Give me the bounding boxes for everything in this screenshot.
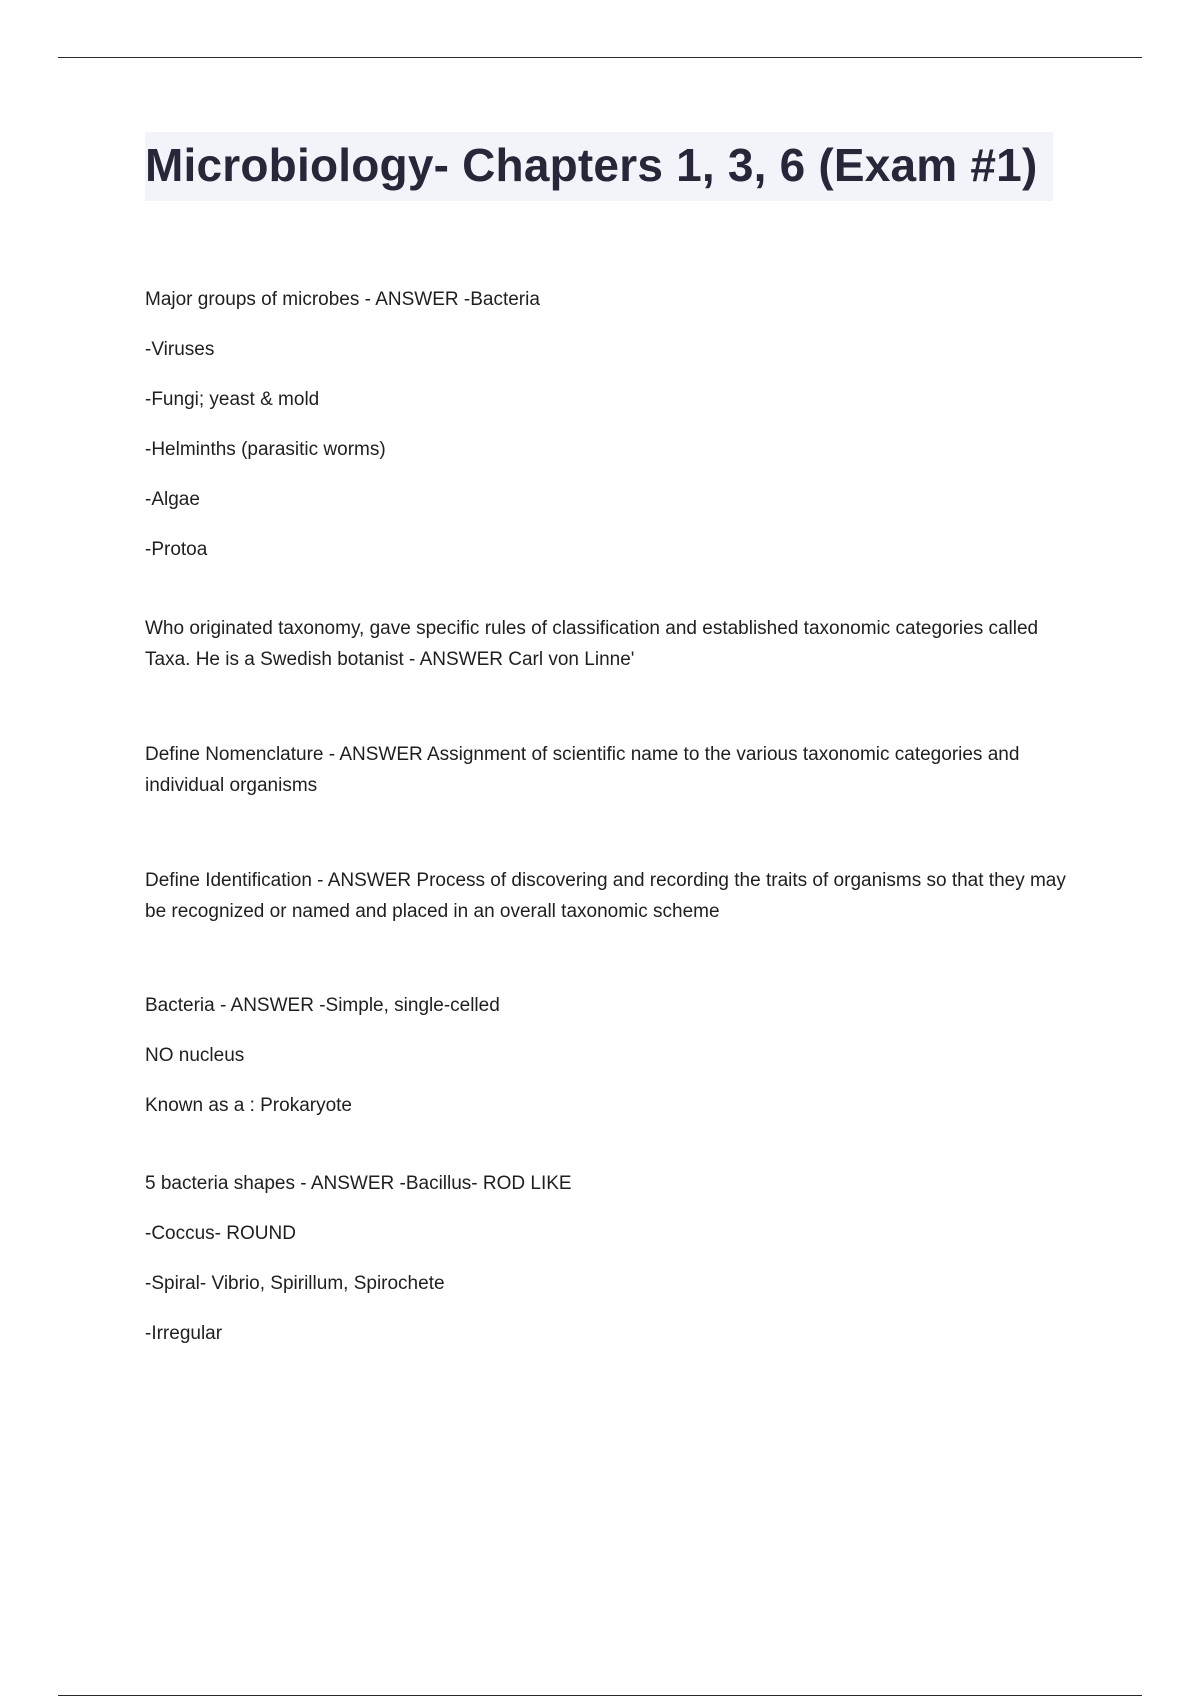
card-line: Known as a : Prokaryote — [145, 1095, 352, 1117]
card-text: Who originated taxonomy, gave specific rules of classification and established taxonomic categories called Taxa. He is a Swedish botanist - ANSWER Carl von Linne' — [145, 618, 1039, 671]
top-rule — [58, 57, 1142, 58]
document-content — [145, 132, 1085, 1397]
flashcard-microbe-groups — [145, 285, 1085, 565]
card-line: Bacteria - ANSWER -Simple, single-celled — [145, 995, 500, 1017]
title-band — [145, 132, 1053, 201]
card-line: NO nucleus — [145, 1045, 245, 1067]
flashcard-bacteria-shapes — [145, 1169, 1085, 1349]
card-line: -Spiral- Vibrio, Spirillum, Spirochete — [145, 1273, 445, 1295]
card-line: -Protoa — [145, 539, 208, 561]
card-text: Define Nomenclature - ANSWER Assignment of scientific name to the various taxonomic categories and individual organisms — [145, 744, 1020, 797]
card-line: -Coccus- ROUND — [145, 1223, 296, 1245]
bottom-rule — [58, 1695, 1142, 1696]
card-line: 5 bacteria shapes - ANSWER -Bacillus- ROD LIKE — [145, 1173, 572, 1195]
card-line: Major groups of microbes - ANSWER -Bacteria — [145, 289, 540, 311]
flashcard-identification — [145, 865, 1085, 927]
card-line: -Viruses — [145, 339, 215, 361]
card-line: -Algae — [145, 489, 200, 511]
flashcard-taxonomy-origin — [145, 613, 1085, 675]
card-line: -Helminths (parasitic worms) — [145, 439, 386, 461]
flashcard-nomenclature — [145, 739, 1085, 801]
flashcard-bacteria — [145, 991, 1085, 1121]
card-line: -Irregular — [145, 1323, 223, 1345]
page-title: Microbiology- Chapters 1, 3, 6 (Exam #1) — [145, 139, 1038, 191]
card-text: Define Identification - ANSWER Process of discovering and recording the traits of organisms so that they may be recognized or named and placed in an overall taxonomic scheme — [145, 870, 1066, 923]
card-line: -Fungi; yeast & mold — [145, 389, 320, 411]
